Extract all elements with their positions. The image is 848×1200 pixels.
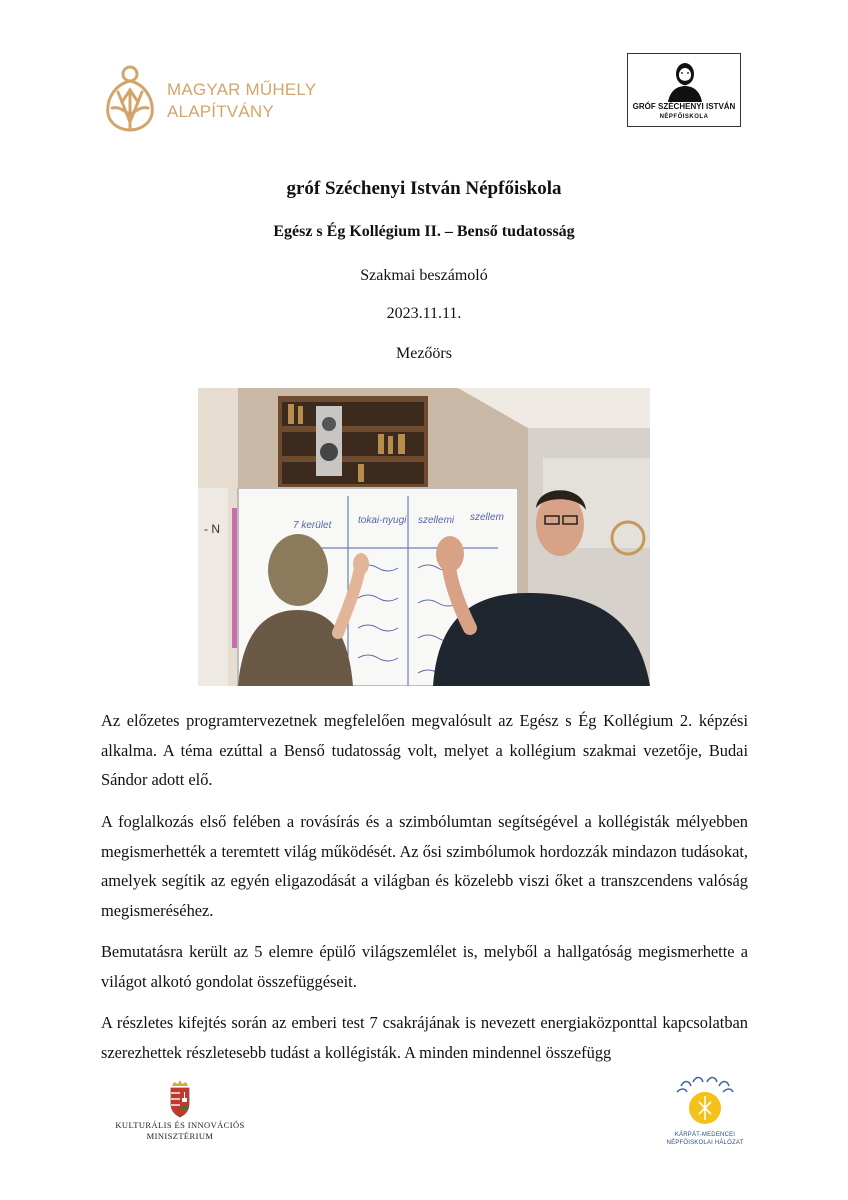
network-logo: [655, 1074, 755, 1154]
ministry-logo: [110, 1078, 250, 1148]
bird-emblem-icon: [100, 62, 160, 132]
paragraph-3: Bemutatásra került az 5 elemre épülő világszemlélet is, melyből a hallgatóság megismerhette a világot alkotó gondolat összefüggéseit.: [101, 942, 748, 991]
szechenyi-nepfoiskola-logo: [627, 53, 741, 127]
board-label-4: szellem: [470, 512, 504, 523]
foundation-type: ALAPÍTVÁNY: [167, 102, 274, 121]
document-type: Szakmai beszámoló: [360, 267, 488, 284]
portrait-icon: [664, 58, 706, 102]
paragraph-1: Az előzetes programtervezetnek megfelelően megvalósult az Egész s Ég Kollégium 2. képzési alkalma. A téma ezúttal a Benső tudatosság volt, melyet a kollégium szakmai vezetője, Budai Sándor adott elő.: [101, 711, 748, 789]
board-label-2: tokai-nyugi: [358, 515, 407, 526]
ministry-name-line2: MINISZTÉRIUM: [146, 1131, 214, 1141]
magyar-muhely-logo: [100, 62, 330, 134]
network-emblem-icon: [673, 1074, 737, 1126]
lecture-photo-illustration: [198, 388, 650, 686]
board-label-3: szellemi: [418, 515, 455, 526]
foundation-name: MAGYAR MŰHELY: [167, 80, 317, 99]
network-name-line1: KÁRPÁT-MEDENCEI: [674, 1132, 736, 1138]
board-label-1: 7 kerület: [293, 520, 332, 531]
event-photo: [198, 388, 650, 686]
event-date: 2023.11.11.: [386, 305, 462, 322]
event-place: Mezőörs: [396, 345, 452, 362]
paragraph-2: A foglalkozás első felében a rovásírás és a szimbólumtan segítségével a kollégisták mélyebben megismerhették a teremtett világ működését. Az ősi szimbólumok hordozzák mindazon tudásokat, amelyek segítik az egyén eligazodását a világban és közelebb viszi őket a transzcendens valóság megismeréséhez.: [101, 812, 748, 920]
banner-text: - N: [204, 522, 220, 536]
school-name: GRÓF SZÉCHENYI ISTVÁN: [632, 102, 736, 111]
event-title: Egész s Ég Kollégium II. – Benső tudatosság: [273, 223, 575, 240]
paragraph-4: A részletes kifejtés során az emberi test 7 csakrájának is nevezett energiaközponttal kapcsolatban szerezhettek részletesebb tudást a kollégisták. A minden mindennel összefügg: [101, 1013, 748, 1062]
network-name-line2: NÉPFŐISKOLAI HÁLÓZAT: [666, 1140, 744, 1146]
hungarian-crest-icon: [168, 1078, 192, 1118]
ministry-name-line1: KULTURÁLIS ÉS INNOVÁCIÓS: [115, 1120, 245, 1130]
organization-title: gróf Széchenyi István Népfőiskola: [286, 178, 562, 199]
school-type: NÉPFŐISKOLA: [659, 114, 709, 120]
